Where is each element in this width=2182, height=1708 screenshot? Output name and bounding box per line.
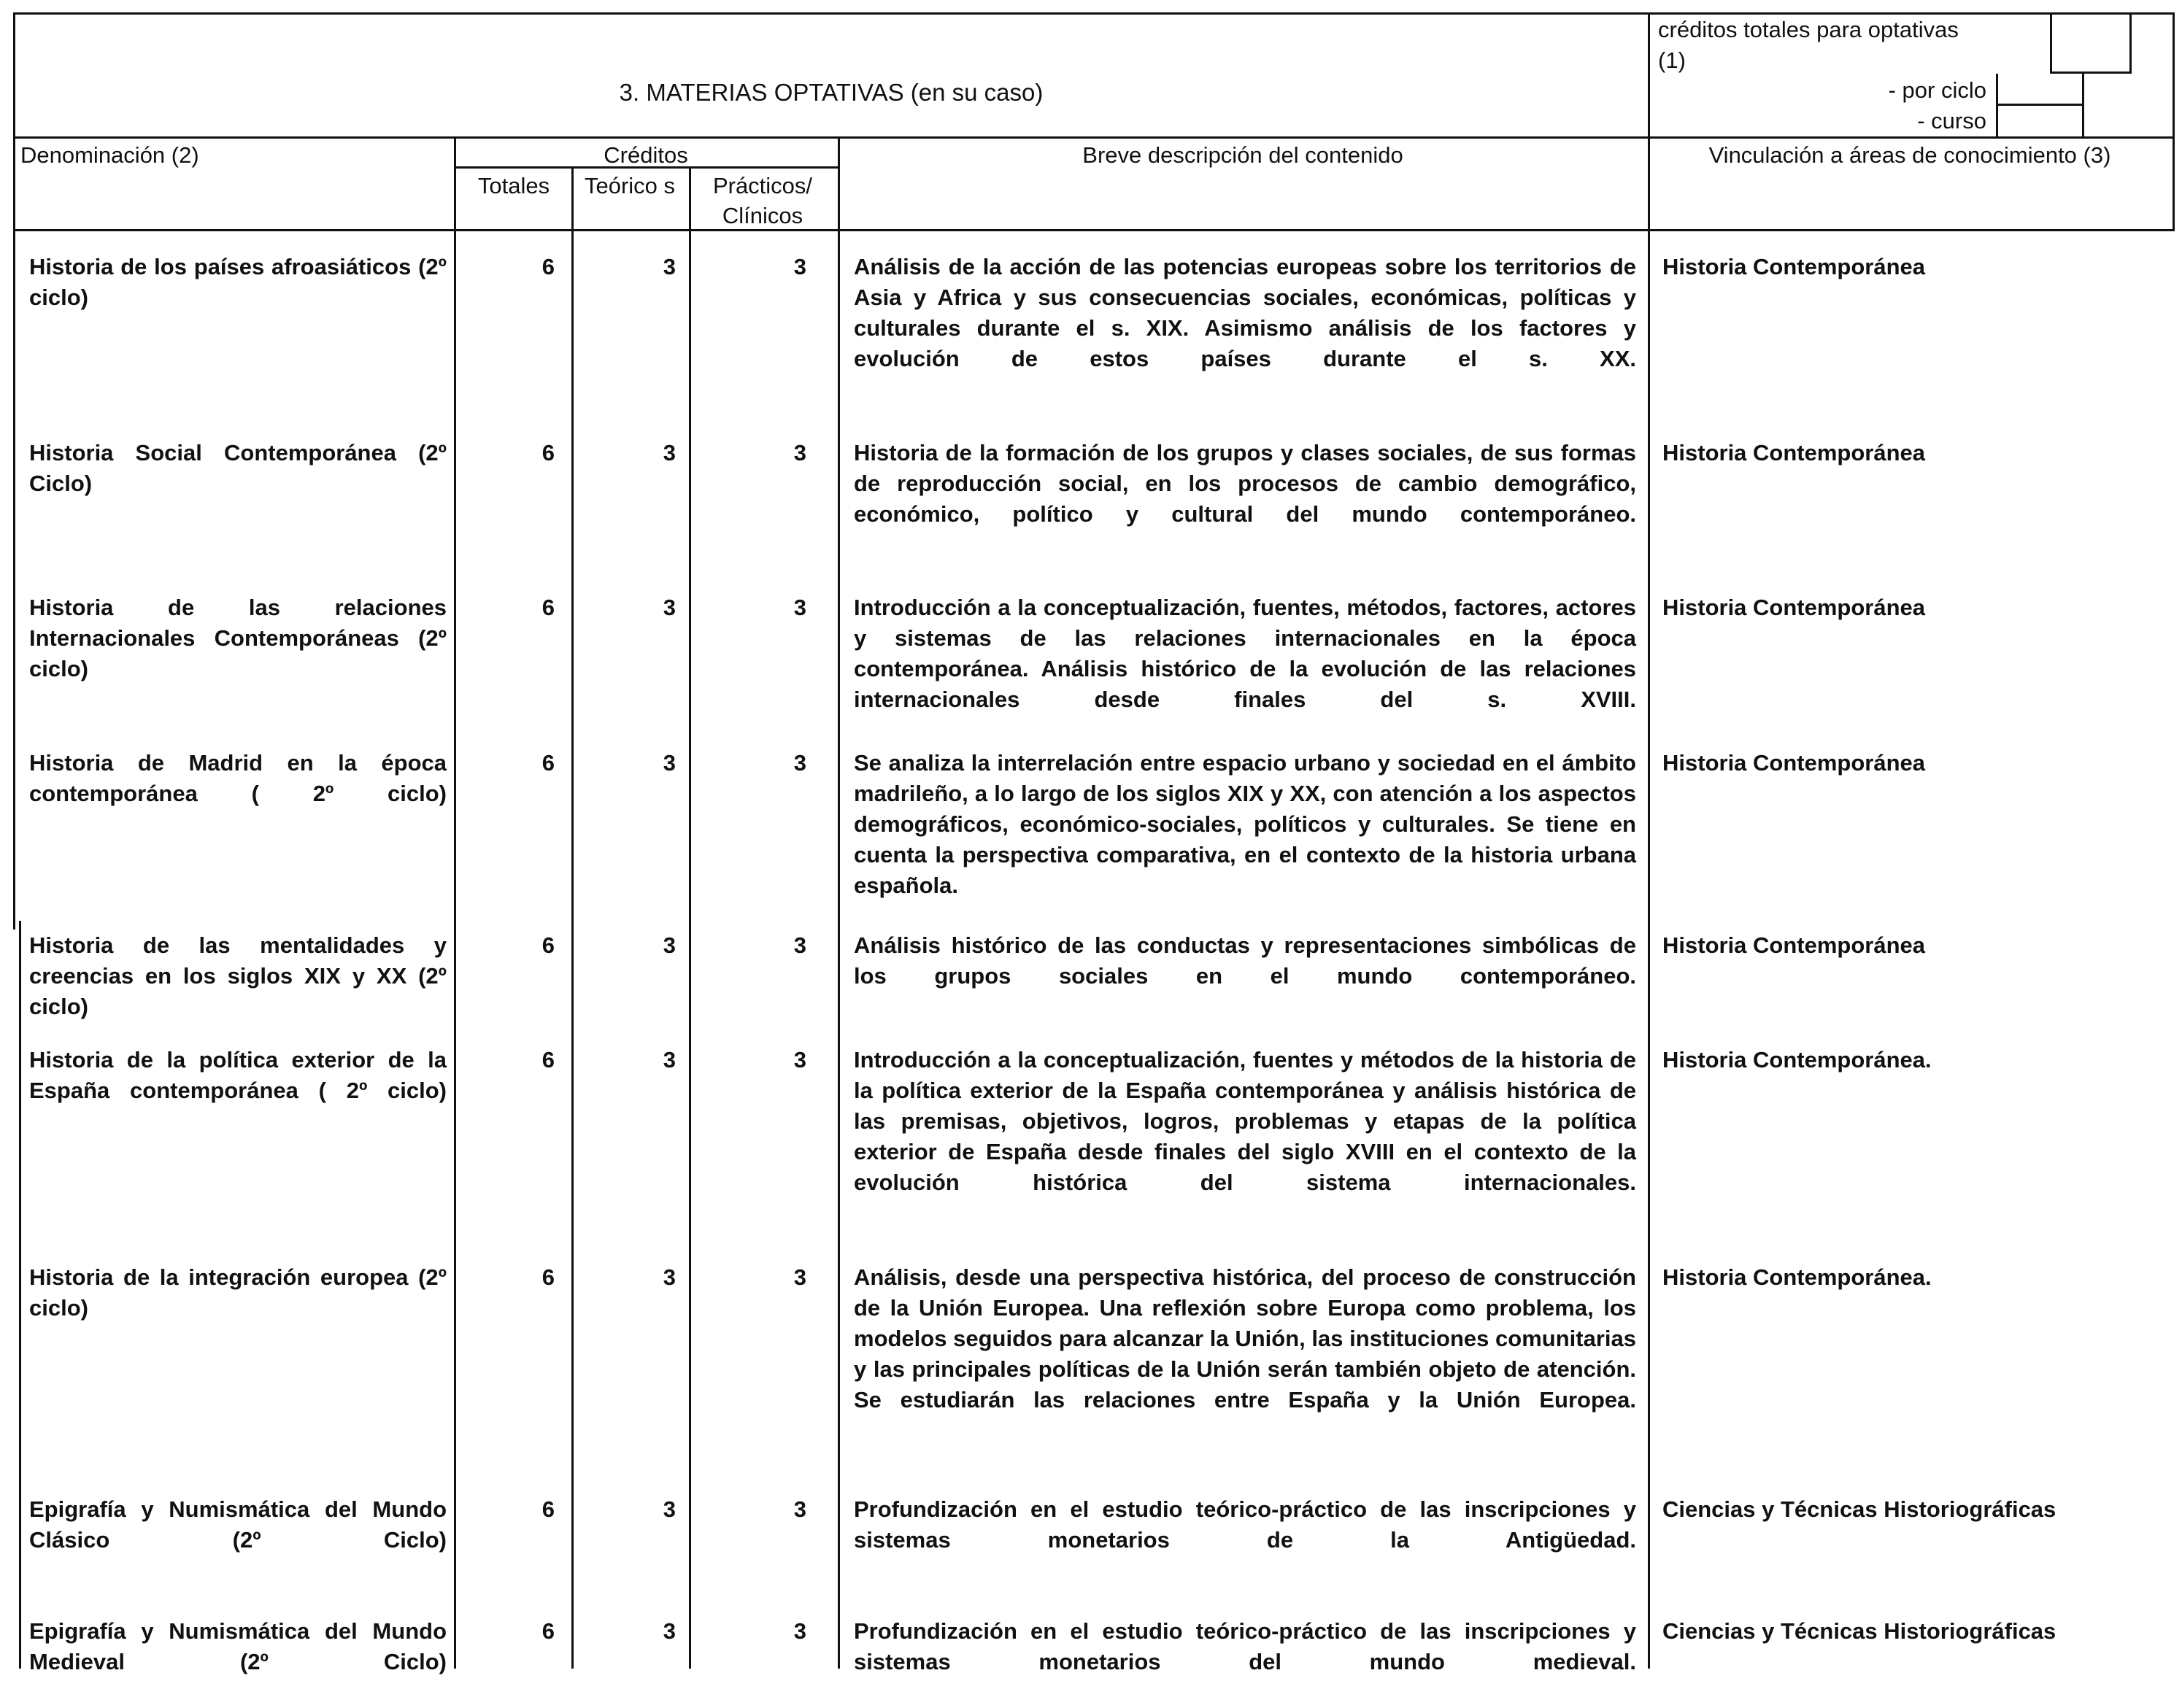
cell-descripcion: Introducción a la conceptualización, fuentes y métodos de la historia de la política exterior de la España contemporánea y análisis histórica de las premisas, objetivos, logros, problemas y etapas de la política exterior de España desde finales del siglo XVIII en el contexto de la evolución histórica del sistema internacionales. <box>854 1047 1636 1195</box>
totals-box-right <box>2129 12 2132 74</box>
cell-practicos: 3 <box>793 1496 806 1522</box>
cell-totales: 6 <box>541 595 555 620</box>
cell-denominacion: Historia de Madrid en la época contemporánea ( 2º ciclo) <box>29 750 447 806</box>
cell-practicos: 3 <box>793 440 806 465</box>
col-denominacion: Denominación (2) <box>20 142 199 168</box>
cell-vinculacion: Historia Contemporánea <box>1662 440 1926 465</box>
cell-vinculacion: Historia Contemporánea. <box>1662 1264 1932 1290</box>
cell-totales: 6 <box>541 750 555 776</box>
header-divider <box>13 136 2175 139</box>
cell-practicos: 3 <box>793 932 806 958</box>
cell-vinculacion: Ciencias y Técnicas Historiográficas <box>1662 1618 2056 1644</box>
cell-descripcion: Profundización en el estudio teórico-práctico de las inscripciones y sistemas monetarios del mundo medieval. <box>854 1618 1636 1674</box>
cell-teoricos: 3 <box>663 750 676 776</box>
cell-descripcion: Análisis, desde una perspectiva histórica, del proceso de construcción de la Unión Europea. Una reflexión sobre Europa como problema, los modelos seguidos para alcanzar la Unión, las instituciones comunitarias y las principales políticas de la Unión serán también objeto de atención. Se estudiarán las relaciones entre España y la Unión Europea. <box>854 1264 1636 1413</box>
cell-teoricos: 3 <box>663 254 676 279</box>
cell-descripcion: Historia de la formación de los grupos y clases sociales, de sus formas de reproducción social, en los procesos de cambio demográfico, económico, político y cultural del mundo contemporáneo. <box>854 440 1636 527</box>
totals-note: (1) <box>1658 47 1686 73</box>
cell-teoricos: 3 <box>663 440 676 465</box>
cell-teoricos: 3 <box>663 932 676 958</box>
cell-practicos: 3 <box>793 595 806 620</box>
divider-practicos <box>689 168 691 1669</box>
cycle-box-mid <box>1996 104 2084 106</box>
cell-denominacion: Historia de las mentalidades y creencias en los siglos XIX y XX (2º ciclo) <box>29 932 447 1019</box>
totals-label: créditos totales para optativas <box>1658 17 1959 42</box>
cell-vinculacion: Historia Contemporánea <box>1662 750 1926 776</box>
cell-denominacion: Epigrafía y Numismática del Mundo Clásico (2º Ciclo) <box>29 1496 447 1553</box>
cell-totales: 6 <box>541 1618 555 1644</box>
cell-denominacion: Epigrafía y Numismática del Mundo Medieval (2º Ciclo) <box>29 1618 447 1674</box>
cell-vinculacion: Historia Contemporánea. <box>1662 1047 1932 1073</box>
left-border-upper <box>13 229 15 930</box>
cell-totales: 6 <box>541 1047 555 1073</box>
left-border-lower <box>19 921 21 1669</box>
divider-descripcion <box>838 136 840 1669</box>
totals-box-bottom <box>2050 72 2132 74</box>
cell-teoricos: 3 <box>663 1264 676 1290</box>
cell-totales: 6 <box>541 1264 555 1290</box>
col-creditos: Créditos <box>604 142 688 168</box>
cell-vinculacion: Historia Contemporánea <box>1662 595 1926 620</box>
cell-practicos: 3 <box>793 1264 806 1290</box>
cell-descripcion: Introducción a la conceptualización, fuentes, métodos, factores, actores y sistemas de las relaciones internacionales en la época contemporánea. Análisis histórico de la evolución de las relaciones internacionales desde finales del s. XVIII. <box>854 595 1636 712</box>
cell-teoricos: 3 <box>663 595 676 620</box>
cell-denominacion: Historia de la política exterior de la España contemporánea ( 2º ciclo) <box>29 1047 447 1103</box>
divider-teoricos <box>571 168 574 1669</box>
cell-practicos: 3 <box>793 1618 806 1644</box>
cell-totales: 6 <box>541 440 555 465</box>
cell-denominacion: Historia Social Contemporánea (2º Ciclo) <box>29 440 447 496</box>
cell-teoricos: 3 <box>663 1618 676 1644</box>
cell-totales: 6 <box>541 254 555 279</box>
cell-practicos: 3 <box>793 750 806 776</box>
cell-totales: 6 <box>541 932 555 958</box>
cell-descripcion: Se analiza la interrelación entre espacio urbano y sociedad en el ámbito madrileño, a lo largo de los siglos XIX y XX, con atención a los aspectos demográficos, económico-sociales, políticos y culturales. Se tiene en cuenta la perspectiva comparativa, en el contexto de la historia urbana española. <box>854 750 1636 898</box>
col-descripcion: Breve descripción del contenido <box>1082 142 1403 168</box>
cell-teoricos: 3 <box>663 1047 676 1073</box>
cell-practicos: 3 <box>793 254 806 279</box>
divider-vinculacion <box>1648 12 1650 1669</box>
col-practicos: Prácticos/ Clínicos <box>712 173 813 228</box>
column-header-bottom <box>13 229 2175 231</box>
cell-vinculacion: Ciencias y Técnicas Historiográficas <box>1662 1496 2056 1522</box>
cell-practicos: 3 <box>793 1047 806 1073</box>
cell-denominacion: Historia de los países afroasiáticos (2º ciclo) <box>29 254 447 310</box>
cell-totales: 6 <box>541 1496 555 1522</box>
col-totales: Totales <box>477 173 550 198</box>
cell-teoricos: 3 <box>663 1496 676 1522</box>
cell-descripcion: Análisis de la acción de las potencias europeas sobre los territorios de Asia y Africa y sus consecuencias sociales, económicas, políticas y culturales durante el s. XIX. Asimismo análisis de los factores y evolución de estos países durante el s. XX. <box>854 254 1636 371</box>
cell-descripcion: Análisis histórico de las conductas y representaciones simbólicas de los grupos sociales en el mundo contemporáneo. <box>854 932 1636 989</box>
cell-vinculacion: Historia Contemporánea <box>1662 932 1926 958</box>
cell-descripcion: Profundización en el estudio teórico-práctico de las inscripciones y sistemas monetarios de la Antigüedad. <box>854 1496 1636 1553</box>
divider-totales <box>454 136 456 1669</box>
col-vinculacion: Vinculación a áreas de conocimiento (3) <box>1708 142 2111 168</box>
table-right-border <box>2173 12 2175 231</box>
left-border-colhead <box>13 136 15 231</box>
per-course-label: - curso <box>1917 108 1986 134</box>
totals-box-left <box>2050 12 2052 74</box>
section-title: 3. MATERIAS OPTATIVAS (en su caso) <box>619 79 1044 106</box>
col-teoricos: Teórico s <box>584 173 676 198</box>
cell-denominacion: Historia de la integración europea (2º ciclo) <box>29 1264 447 1321</box>
cell-vinculacion: Historia Contemporánea <box>1662 254 1926 279</box>
per-cycle-label: - por ciclo <box>1888 77 1986 103</box>
cell-denominacion: Historia de las relaciones Internacionales Contemporáneas (2º ciclo) <box>29 595 447 681</box>
